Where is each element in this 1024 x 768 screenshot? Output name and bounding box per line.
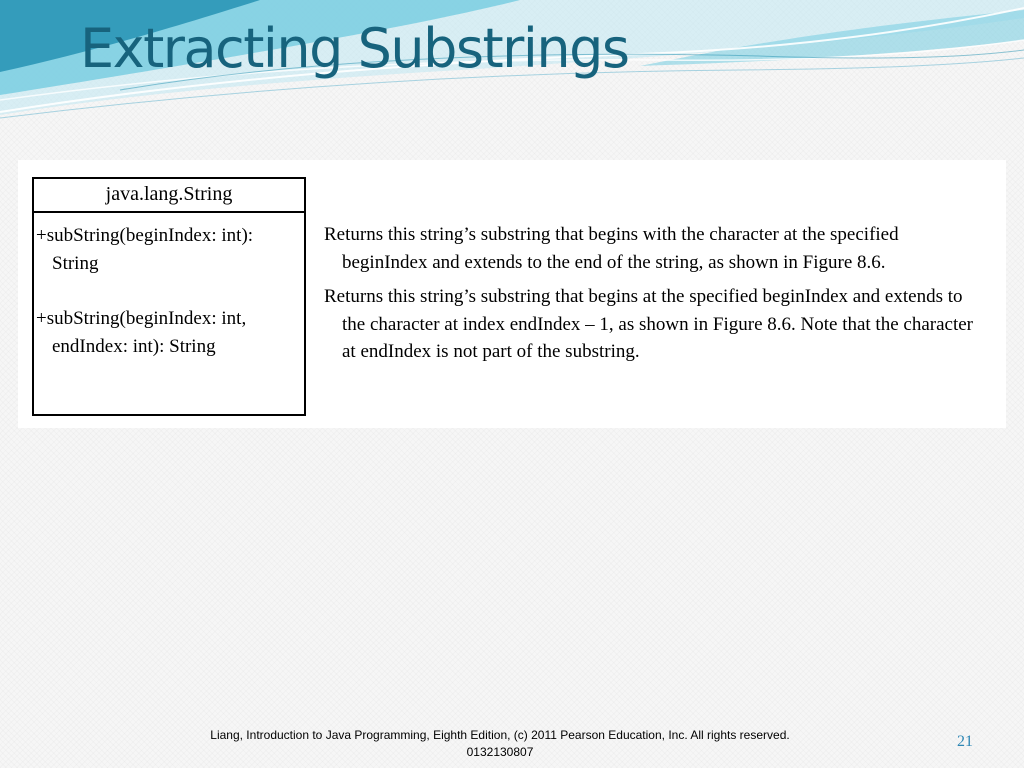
method-descriptions <box>324 221 984 373</box>
uml-operation-signature: +subString(beginIndex: int, <box>36 308 247 329</box>
uml-operation-signature-cont: endIndex: int): String <box>52 336 216 357</box>
slide-title: Extracting Substrings <box>80 17 629 80</box>
footer-copyright: Liang, Introduction to Java Programming, Eighth Edition, (c) 2011 Pearson Education, Inc. All rights reserved. 0132130807 <box>210 728 790 759</box>
uml-operation <box>36 305 304 361</box>
uml-class-box <box>32 177 306 416</box>
method-description: Returns this string’s substring that begins at the specified beginIndex and extends to the character at index endIndex – 1, as shown in Figure 8.6. Note that the character at endIndex is not part of the substring. <box>324 286 973 362</box>
uml-figure <box>18 160 1006 428</box>
method-description: Returns this string’s substring that begins with the character at the specified beginIndex and extends to the end of the string, as shown in Figure 8.6. <box>324 224 899 273</box>
uml-operation <box>36 222 304 278</box>
uml-class-name: java.lang.String <box>34 179 304 213</box>
uml-operation-signature-cont: String <box>52 253 99 274</box>
page-number: 21 <box>957 733 973 750</box>
uml-operation-signature: +subString(beginIndex: int): <box>36 225 254 246</box>
uml-operations <box>34 213 304 361</box>
